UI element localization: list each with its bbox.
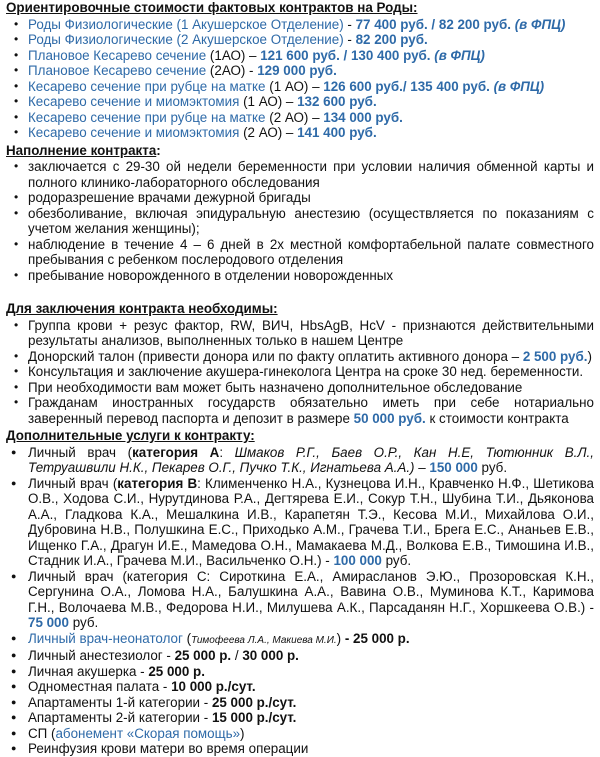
list-item: • Гражданам иностранных государств обязательно иметь при себе нотариально заверенный перевод паспорта и депозит в размере 50 000 руб. к стоимости контракта (28, 395, 594, 426)
apartment-1-item: ● Апартаменты 1-й категории - 25 000 р./сут. (28, 695, 594, 711)
price-item: • Кесарево сечение и миомэктомия (1 АО) – 132 600 руб. (28, 94, 594, 110)
single-room-item: ● Одноместная палата - 10 000 р./сут. (28, 679, 594, 695)
doctor-category-c: ● Личный врач (категория С: Сироткина Е.А., Амирасланов Э.Ю., Прозоровская К.Н., Сергунина О.А., Ломова Н.А., Балушкина А.А., Вавина О.В., Муминова К.Т., Каримова Г.Н., Волочаева М.В., Федорова Н.И., Милушева А.К., Парсаданян Н.Г., Хоршкеева О.В.) - 75 000 руб. (28, 569, 594, 631)
list-item: • Группа крови + резус фактор, RW, ВИЧ, HbsAgB, HcV - признаются действительными результаты анализов, выполненных только в нашем Центре (28, 318, 594, 349)
list-item: • обезболивание, включая эпидуральную анестезию (осуществляется по показаниям с учетом желания женщины); (28, 206, 594, 237)
ambulance-subscription-link[interactable]: абонемент «Скорая помощь» (55, 725, 241, 741)
apartment-2-item: ● Апартаменты 2-й категории - 15 000 р./сут. (28, 710, 594, 726)
price-item: • Роды Физиологические (1 Акушерское Отделение) - 77 400 руб. / 82 200 руб. (в ФПЦ) (28, 17, 594, 33)
contract-content-list (6, 159, 594, 283)
reinfusion-item: ● Реинфузия крови матери во время операции (28, 741, 594, 757)
doctor-category-a: ● Личный врач (категория А: Шмаков Р.Г., Баев О.Р., Кан Н.Е, Тютюнник В.Л., Тетруашвили Н.К., Пекарев О.Г., Пучко Т.К., Игнатьева А.А.) – 150 000 руб. (28, 445, 594, 476)
price-item: • Роды Физиологические (2 Акушерское Отделение) - 82 200 руб. (28, 32, 594, 48)
extra-services-heading: Дополнительные услуги к контракту: (6, 428, 255, 443)
doctor-category-b: ● Личный врач (категория В: Клименченко Н.А., Кузнецова И.Н., Кравченко Н.Ф., Шетикова О.В., Ходова С.И., Нурутдинова Р.А., Дегтярева Е.И., Сокур Т.Н., Шубина Т.И., Дьяконова А.А., Гладкова К.А., Мешалкина И.В., Карапетян Т.Э., Кесова М.И., Михайлова О.И., Дубровина Н.В., Полушкина Е.С., Приходько А.М., Грачева Т.И., Брега Е.С., Ананьев Е.В., Ищенко Г.А., Драгун И.Е., Мамедова О.Н., Мамакаева М.Д., Волкова Е.В., Тимошина И.В., Стадник И.А., Грачева М.И., Васильченко О.Н.) - 100 000 руб. (28, 476, 594, 569)
requirements-list (6, 318, 594, 427)
neonatologist-item: ● Личный врач-неонатолог (Тимофеева Л.А., Макиева М.И.) - 25 000 р. (28, 631, 594, 649)
list-item: • Донорский талон (привести донора или по факту оплатить активного донора – 2 500 руб.) (28, 349, 594, 365)
midwife-item: ● Личная акушерка - 25 000 р. (28, 664, 594, 680)
price-item: • Плановое Кесарево сечение (1АО) – 121 600 руб. / 130 400 руб. (в ФПЦ) (28, 48, 594, 64)
neonatologist-link[interactable]: Личный врач-неонатолог (28, 630, 183, 646)
prices-heading: Ориентировочные стоимости фактовых контрактов на Роды: (6, 0, 418, 15)
list-item: • наблюдение в течение 4 – 6 дней в 2х местной комфортабельной палате совместного пребывания с ребенком послеродового отделения (28, 237, 594, 268)
list-item: • заключается с 29-30 ой недели беременности при условии наличия обменной карты и полного клинико-лабораторного обследования (28, 159, 594, 190)
ambulance-subscription-item: ● СП (абонемент «Скорая помощь») (28, 726, 594, 742)
list-item: • При необходимости вам может быть назначено дополнительное обследование (28, 380, 594, 396)
contract-content-heading: Наполнение контракта: (6, 142, 161, 158)
prices-list (6, 17, 594, 141)
price-item: • Кесарево сечение при рубце на матке (2 АО) – 134 000 руб. (28, 110, 594, 126)
list-item: • родоразрешение врачами дежурной бригады (28, 190, 594, 206)
price-item: • Кесарево сечение при рубце на матке (1 АО) – 126 600 руб./ 135 400 руб. (в ФПЦ) (28, 79, 594, 95)
list-item: • пребывание новорожденного в отделении новорожденных (28, 268, 594, 284)
price-item: • Кесарево сечение и миомэктомия (2 АО) – 141 400 руб. (28, 125, 594, 141)
list-item: • Консультация и заключение акушера-гинеколога Центра на сроке 30 нед. беременности. (28, 364, 594, 380)
anesthesiologist-item: ● Личный анестезиолог - 25 000 р. / 30 000 р. (28, 648, 594, 664)
price-item: • Плановое Кесарево сечение (2АО) - 129 000 руб. (28, 63, 594, 79)
requirements-heading: Для заключения контракта необходимы: (6, 301, 278, 316)
